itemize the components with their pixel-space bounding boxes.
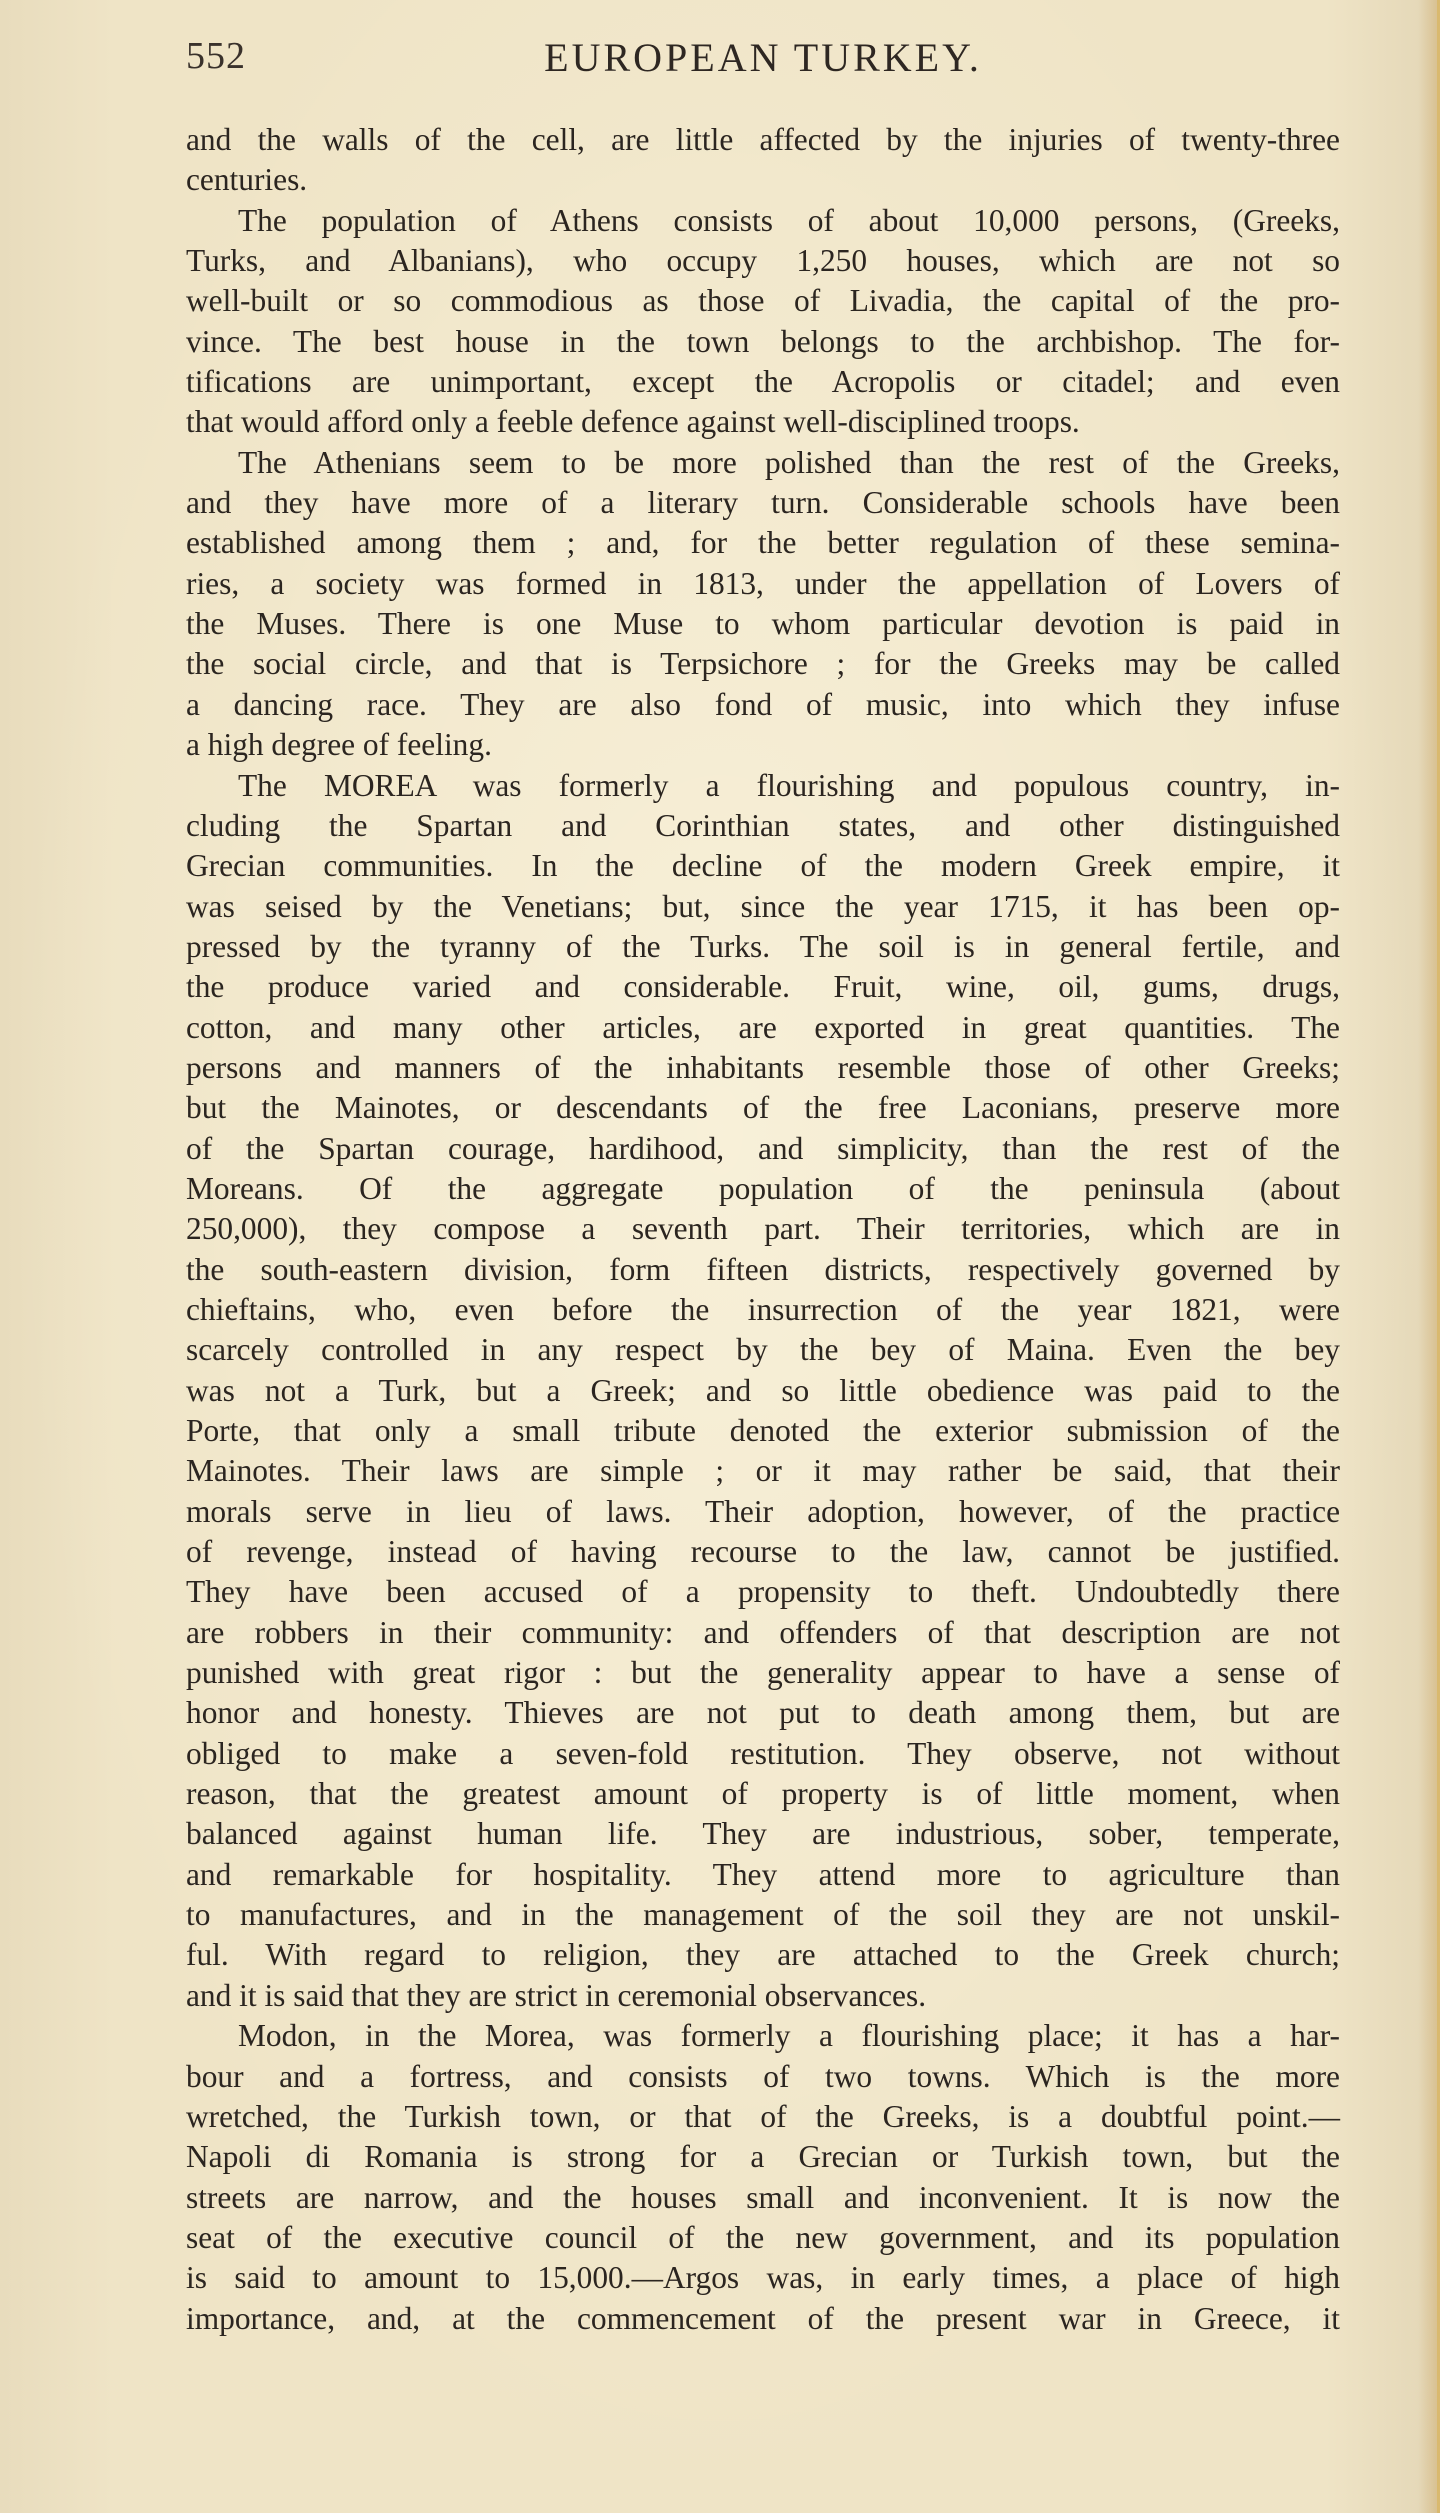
text-line: cluding the Spartan and Corinthian states, and other distinguished xyxy=(186,807,1340,843)
running-head: EUROPEAN TURKEY. xyxy=(544,35,982,80)
text-line: and it is said that they are strict in ceremonial observances. xyxy=(186,1977,927,2013)
text-line: vince. The best house in the town belongs to the archbishop. The for- xyxy=(186,323,1340,359)
text-line: a dancing race. They are also fond of music, into which they infuse xyxy=(186,686,1340,722)
text-line: of revenge, instead of having recourse to the law, cannot be justified. xyxy=(186,1534,1340,1570)
paragraph-start-line: The MOREA was formerly a flourishing and populous country, in- xyxy=(238,767,1340,803)
text-line: reason, that the greatest amount of property is of little moment, when xyxy=(186,1776,1340,1812)
text-line: 250,000), they compose a seventh part. Their territories, which are in xyxy=(186,1211,1340,1247)
text-line: persons and manners of the inhabitants resemble those of other Greeks; xyxy=(186,1049,1340,1085)
text-line: ful. With regard to religion, they are attached to the Greek church; xyxy=(186,1937,1340,1973)
text-line: was seised by the Venetians; but, since the year 1715, it has been op- xyxy=(186,888,1340,924)
text-line: scarcely controlled in any respect by the bey of Maina. Even the bey xyxy=(186,1332,1340,1368)
text-line: wretched, the Turkish town, or that of the Greeks, is a doubtful point.— xyxy=(186,2098,1340,2134)
text-line: the social circle, and that is Terpsichore ; for the Greeks may be called xyxy=(186,646,1340,682)
text-line: and the walls of the cell, are little affected by the injuries of twenty-three xyxy=(186,122,1340,157)
text-line: Moreans. Of the aggregate population of the peninsula (about xyxy=(186,1170,1340,1206)
text-line: obliged to make a seven-fold restitution. They observe, not without xyxy=(186,1735,1340,1771)
text-line: Mainotes. Their laws are simple ; or it may rather be said, that their xyxy=(186,1453,1340,1489)
text-line: ries, a society was formed in 1813, under the appellation of Lovers of xyxy=(186,565,1340,601)
text-line: punished with great rigor : but the generality appear to have a sense of xyxy=(186,1655,1340,1691)
page-number: 552 xyxy=(186,35,246,77)
text-line: a high degree of feeling. xyxy=(186,727,492,763)
page-header xyxy=(186,34,1340,84)
text-line: centuries. xyxy=(186,162,308,198)
text-line: was not a Turk, but a Greek; and so little obedience was paid to the xyxy=(186,1372,1340,1408)
text-line: but the Mainotes, or descendants of the free Laconians, preserve more xyxy=(186,1090,1340,1126)
text-line: the Muses. There is one Muse to whom particular devotion is paid in xyxy=(186,606,1340,642)
paragraph-start-line: The population of Athens consists of about 10,000 persons, (Greeks, xyxy=(238,202,1340,238)
text-line: chieftains, who, even before the insurrection of the year 1821, were xyxy=(186,1291,1340,1327)
text-line: They have been accused of a propensity to theft. Undoubtedly there xyxy=(186,1574,1340,1610)
text-line: streets are narrow, and the houses small and inconvenient. It is now the xyxy=(186,2179,1340,2215)
text-line: to manufactures, and in the management of the soil they are not unskil- xyxy=(186,1897,1340,1933)
text-line: established among them ; and, for the better regulation of these semina- xyxy=(186,525,1340,561)
text-line: tifications are unimportant, except the Acropolis or citadel; and even xyxy=(186,364,1340,400)
text-line: cotton, and many other articles, are exported in great quantities. The xyxy=(186,1009,1340,1045)
text-line: Turks, and Albanians), who occupy 1,250 houses, which are not so xyxy=(186,243,1340,279)
text-line: Napoli di Romania is strong for a Grecian or Turkish town, but the xyxy=(186,2139,1340,2175)
text-line: seat of the executive council of the new government, and its population xyxy=(186,2219,1340,2255)
text-line: bour and a fortress, and consists of two towns. Which is the more xyxy=(186,2058,1340,2094)
text-line: pressed by the tyranny of the Turks. The soil is in general fertile, and xyxy=(186,928,1340,964)
text-line: the south-eastern division, form fifteen districts, respectively governed by xyxy=(186,1251,1340,1287)
paragraph-start-line: Modon, in the Morea, was formerly a flourishing place; it has a har- xyxy=(238,2018,1340,2054)
text-line: the produce varied and considerable. Fruit, wine, oil, gums, drugs, xyxy=(186,969,1340,1005)
text-line: importance, and, at the commencement of the present war in Greece, it xyxy=(186,2300,1340,2336)
text-line: is said to amount to 15,000.—Argos was, in early times, a place of high xyxy=(186,2260,1340,2296)
text-line: well-built or so commodious as those of Livadia, the capital of the pro- xyxy=(186,283,1340,319)
body-text xyxy=(186,120,1340,2339)
text-line: morals serve in lieu of laws. Their adoption, however, of the practice xyxy=(186,1493,1340,1529)
paragraph-start-line: The Athenians seem to be more polished than the rest of the Greeks, xyxy=(238,444,1340,480)
text-line: that would afford only a feeble defence against well-disciplined troops. xyxy=(186,404,1080,440)
text-line: and remarkable for hospitality. They attend more to agriculture than xyxy=(186,1856,1340,1892)
text-line: Grecian communities. In the decline of the modern Greek empire, it xyxy=(186,848,1340,884)
text-line: are robbers in their community: and offenders of that description are not xyxy=(186,1614,1340,1650)
text-line: Porte, that only a small tribute denoted the exterior submission of the xyxy=(186,1413,1340,1448)
text-line: balanced against human life. They are industrious, sober, temperate, xyxy=(186,1816,1340,1852)
text-line: and they have more of a literary turn. Considerable schools have been xyxy=(186,485,1340,521)
text-line: honor and honesty. Thieves are not put to death among them, but are xyxy=(186,1695,1340,1731)
page-edge xyxy=(1418,0,1440,2513)
text-line: of the Spartan courage, hardihood, and simplicity, than the rest of the xyxy=(186,1130,1340,1166)
